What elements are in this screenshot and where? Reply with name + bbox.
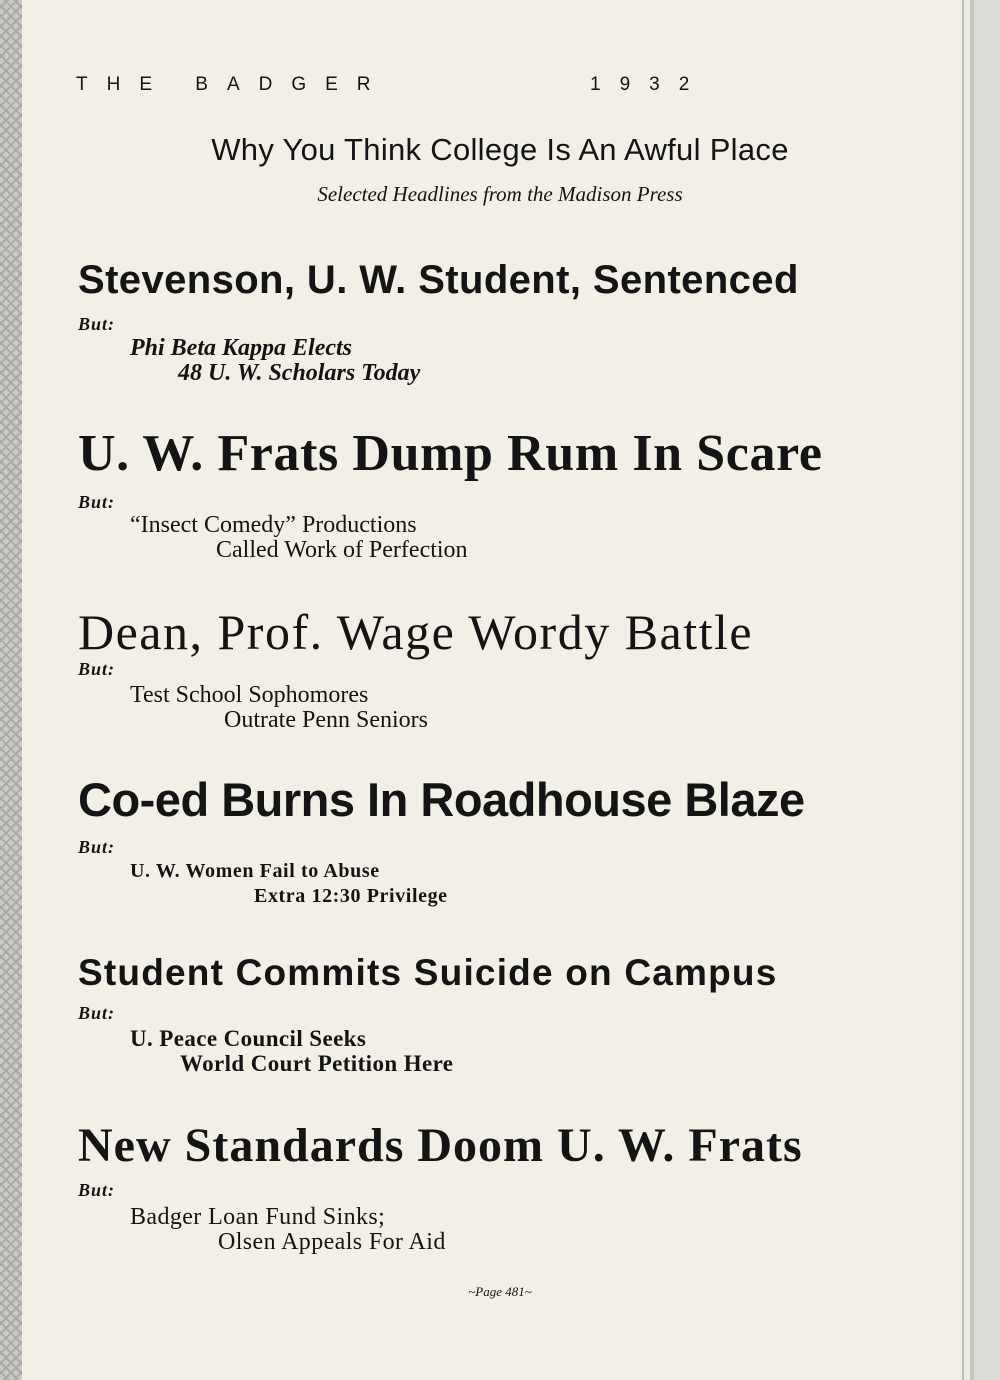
headline-block xyxy=(78,260,916,386)
but-label: But: xyxy=(78,1003,116,1023)
counter-headline-line1: Badger Loan Fund Sinks; xyxy=(130,1204,386,1230)
right-page-edge xyxy=(960,0,1000,1380)
but-label: But: xyxy=(78,314,116,334)
headline-block xyxy=(78,1119,916,1255)
counter-headline-line1: U. Peace Council Seeks xyxy=(130,1026,367,1051)
counter-headline xyxy=(78,683,916,733)
headline: Co-ed Burns In Roadhouse Blaze xyxy=(78,773,805,826)
headline: New Standards Doom U. W. Frats xyxy=(78,1119,803,1172)
counter-headline xyxy=(78,1026,916,1076)
counter-headline xyxy=(78,336,916,386)
page-number: ~Page 481~ xyxy=(468,1284,532,1299)
headline-block xyxy=(78,425,916,563)
but-label: But: xyxy=(78,1180,116,1200)
headline: Stevenson, U. W. Student, Sentenced xyxy=(78,258,799,302)
headline: U. W. Frats Dump Rum In Scare xyxy=(78,425,823,482)
counter-headline-line1: U. W. Women Fail to Abuse xyxy=(130,860,380,882)
counter-headline xyxy=(78,1205,916,1255)
but-label: But: xyxy=(78,837,116,857)
running-head xyxy=(76,74,736,96)
counter-headline-line2: Olsen Appeals For Aid xyxy=(218,1229,446,1255)
but-label: But: xyxy=(78,659,116,679)
page-subtitle: Selected Headlines from the Madison Press xyxy=(317,182,683,206)
headline-block xyxy=(78,954,916,1076)
counter-headline-line2: Extra 12:30 Privilege xyxy=(254,885,448,907)
running-head-title: THE BADGER xyxy=(76,74,390,95)
counter-headline-line2: Outrate Penn Seniors xyxy=(224,707,428,733)
counter-headline-line1: “Insect Comedy” Productions xyxy=(130,512,417,538)
but-label: But: xyxy=(78,492,116,512)
headline: Student Commits Suicide on Campus xyxy=(78,952,778,993)
headline: Dean, Prof. Wage Wordy Battle xyxy=(78,604,754,660)
left-decorative-border xyxy=(0,0,22,1380)
counter-headline-line1: Test School Sophomores xyxy=(130,682,369,708)
counter-headline-line1: Phi Beta Kappa Elects xyxy=(130,335,352,361)
counter-headline xyxy=(78,513,916,563)
running-head-year: 1932 xyxy=(590,74,709,95)
headline-block xyxy=(78,773,916,909)
counter-headline xyxy=(78,859,916,909)
counter-headline-line2: World Court Petition Here xyxy=(180,1051,454,1076)
page-title: Why You Think College Is An Awful Place xyxy=(211,132,789,167)
headline-block xyxy=(78,604,916,733)
counter-headline-line2: Called Work of Perfection xyxy=(216,537,468,563)
counter-headline-line2: 48 U. W. Scholars Today xyxy=(178,360,421,386)
